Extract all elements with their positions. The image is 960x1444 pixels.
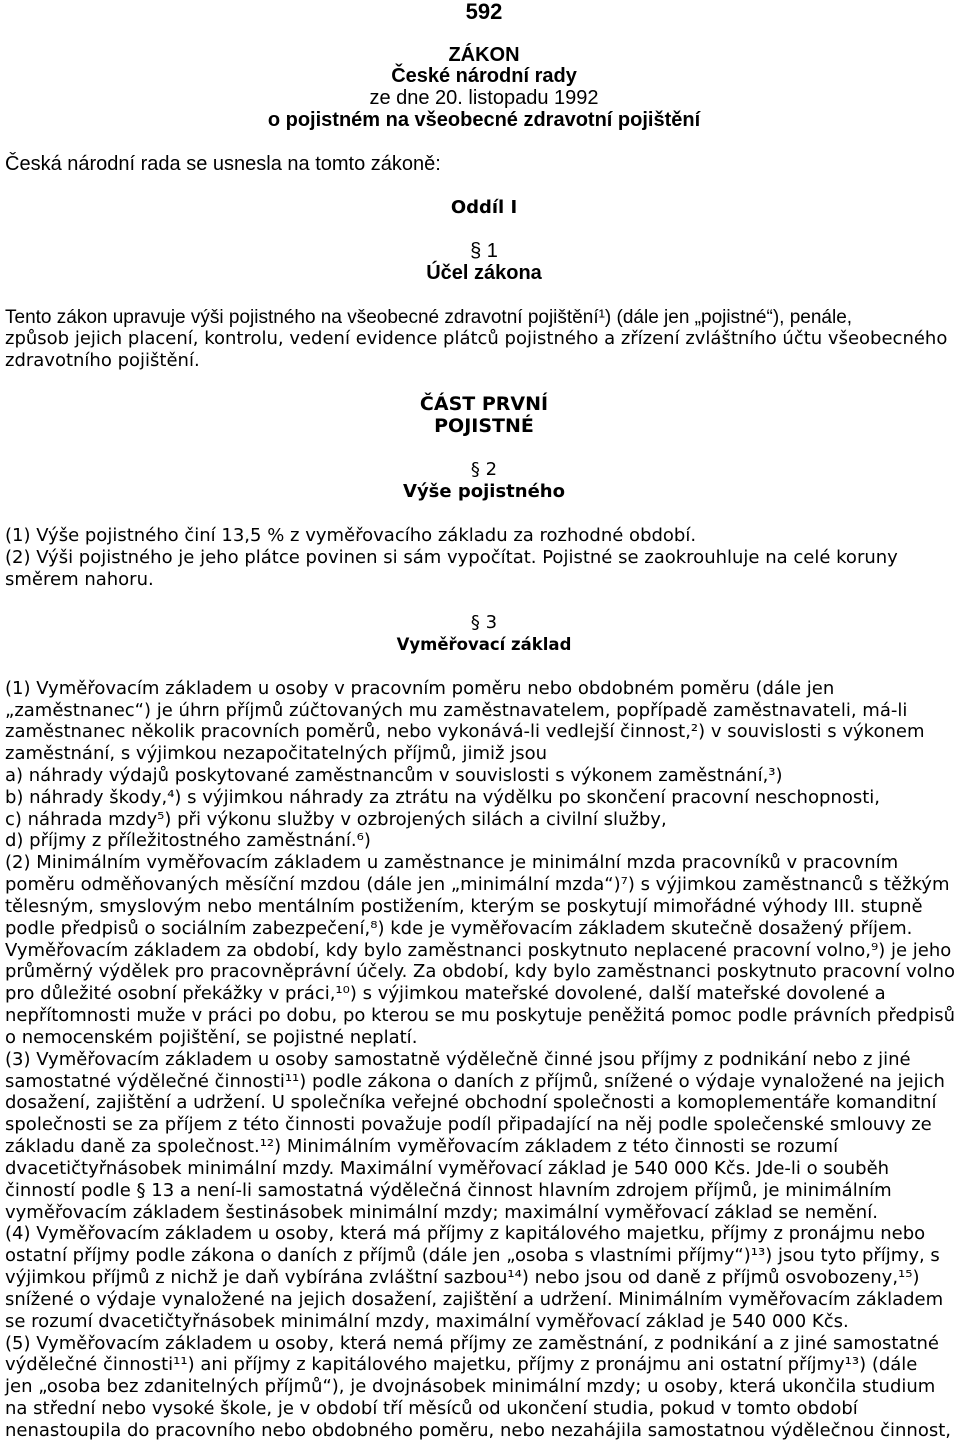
paragraph [0, 525, 960, 547]
text-line: způsob jejich placení, kontrolu, vedení evidence plátců pojistného a zřízení zvláštního účtu všeobecného [5, 328, 948, 350]
section-mark: § 3 [470, 612, 498, 634]
text-line: (1) Výše pojistného činí 13,5 % z vyměřovacího základu za rozhodné období. [5, 524, 697, 546]
part-label: ČÁST PRVNÍ [419, 392, 549, 415]
paragraph [0, 1223, 960, 1332]
text-line: samostatné výdělečné činnosti¹¹) podle zákona o daních z příjmů, snížené o výdaje vynaložené na jejich [5, 1070, 945, 1092]
text-line: poměru odměňovaných měsíční mzdou (dále jen „minimální mzda“)⁷) s výjimkou zaměstnanců s těžkým [5, 874, 950, 896]
text-line: výdělečné činnosti¹¹) ani příjmy z kapitálového majetku, příjmy z pronájmu ani ostatní příjmy¹³) (dále [5, 1354, 918, 1376]
text-line: snížené o výdaje vynaložené na jejich dosažení, zajištění a udržení. Minimálním vyměřovacím základem [5, 1288, 944, 1310]
text-line: základu daně za společnost.¹²) Minimálním vyměřovacím základem z této činnosti se rozumí [5, 1136, 839, 1158]
text-line: podle předpisů o sociálním zabezpečení,⁸) kde je vyměřovacím základem skutečně dosažený příjem. [5, 917, 913, 939]
preamble: Česká národní rada se usnesla na tomto zákoně: [5, 152, 441, 175]
text-line: Vyměřovacím základem za období, kdy bylo zaměstnanci poskytnuto neplacené pracovní volno,⁹) je jeho [5, 939, 952, 961]
text-line: „zaměstnanec“) je úhrn příjmů zúčtovaných mu zaměstnavatelem, popřípadě zaměstnavateli, má-li [5, 699, 908, 721]
division-heading: Oddíl I [450, 197, 518, 219]
text-line: (3) Vyměřovacím základem u osoby samostatně výdělečně činné jsou příjmy z podnikání nebo z jiné [5, 1048, 911, 1070]
text-line: výjimkou příjmů z nichž je daň vybírána zvláštní sazbou¹⁴) nebo jsou od daně z příjmů osvobozeny,¹⁵) [5, 1267, 920, 1289]
text-line: směrem nahoru. [5, 568, 154, 590]
text-line: dosažení, zajištění a udržení. U společníka veřejné obchodní společnosti a komoplementáře komanditní [5, 1092, 937, 1114]
section-title: Vyměřovací základ [396, 635, 572, 655]
act-date: ze dne 20. listopadu 1992 [369, 87, 599, 110]
paragraph [0, 852, 960, 1048]
paragraph [0, 1333, 960, 1442]
text-line: zaměstnanec několik pracovních poměrů, nebo vykonává-li vedlejší činnost,²) v souvislosti s výkonem [5, 721, 925, 743]
text-line: zdravotního pojištění. [5, 350, 200, 372]
text-line: (2) Výši pojistného je jeho plátce povinen si sám vypočítat. Pojistné se zaokrouhluje na celé koruny [5, 546, 898, 568]
text-line: průměrný výdělek pro pracovněprávní účely. Za období, kdy bylo zaměstnanci poskytnuto pracovní volno [5, 961, 955, 983]
act-title: o pojistném na všeobecné zdravotní pojištění [267, 109, 701, 132]
text-line: zaměstnání, s výjimkou nezapočitatelných příjmů, jimiž jsou [5, 743, 548, 765]
text-line: na střední nebo vysoké škole, je v období tří měsíců od ukončení studia, pokud v tomto období [5, 1398, 858, 1419]
section-mark: § 2 [470, 459, 498, 481]
text-line: dvacetičtyřnásobek minimální mzdy. Maximální vyměřovací základ je 540 000 Kčs. Jde-li o souběh [5, 1157, 890, 1179]
paragraph [0, 1049, 960, 1224]
text-line: (4) Vyměřovacím základem u osoby, která má příjmy z kapitálového majetku, příjmy z pronájmu nebo [5, 1223, 926, 1245]
act-issuer: České národní rady [391, 65, 577, 88]
text-line: pro důležité osobní překážky v práci,¹⁰) s výjimkou mateřské dovolené, další mateřské dovolené a [5, 983, 886, 1005]
list-item: c) náhrada mzdy⁵) při výkonu služby v ozbrojených silách a civilní služby, [5, 808, 667, 830]
list-item: b) náhrady škody,⁴) s výjimkou náhrady za ztrátu na výdělku po skončení pracovní neschopnosti, [5, 786, 880, 808]
text-line: vyměřovacím základem šestinásobek minimální mzdy; maximální vyměřovací základ se nemění. [5, 1201, 878, 1223]
text-line: společnosti se za příjem z této činnosti považuje podíl připadající na něj podle společenské smlouvy ze [5, 1114, 932, 1136]
text-line: se rozumí dvacetičtyřnásobek minimální mzdy, maximální vyměřovací základ je 540 000 Kčs. [5, 1310, 849, 1332]
part-title: POJISTNÉ [434, 414, 534, 437]
list-item: d) příjmy z příležitostného zaměstnání.⁶) [5, 830, 371, 852]
paragraph [0, 547, 960, 591]
page-number: 592 [465, 0, 503, 24]
text-line: jen „osoba bez zdanitelných příjmů“), je dvojnásobek minimální mzdy; u osoby, která ukončila studium [5, 1376, 936, 1398]
text-line: (5) Vyměřovacím základem u osoby, která nemá příjmy ze zaměstnání, z podnikání a z jiné samostatné [5, 1332, 939, 1354]
text-line: Tento zákon upravuje výši pojistného na všeobecné zdravotní pojištění¹) (dále jen „pojistné“), penále, [5, 306, 853, 328]
text-line: nenastoupila do pracovního nebo obdobného poměru, nebo nezahájila samostatnou výdělečnou činnost, [5, 1419, 951, 1441]
text-line: (2) Minimálním vyměřovacím základem u zaměstnance je minimální mzda pracovníků v pracovním [5, 852, 899, 874]
text-line: (1) Vyměřovacím základem u osoby v pracovním poměru nebo obdobném poměru (dále jen [5, 677, 835, 699]
paragraph [0, 678, 960, 765]
list [0, 765, 960, 852]
act-type: ZÁKON [448, 43, 520, 66]
section-title: Výše pojistného [403, 481, 565, 503]
list-item: a) náhrady výdajů poskytované zaměstnancům v souvislosti s výkonem zaměstnání,³) [5, 764, 783, 786]
text-line: ostatní příjmy podle zákona o daních z příjmů (dále jen „osoba s vlastními příjmy“)¹³) jsou tyto příjmy, s [5, 1245, 940, 1267]
paragraph [0, 307, 960, 372]
text-line: tělesným, smyslovým nebo mentálním postižením, kterým se poskytují mimořádné výhody III. stupně [5, 895, 923, 917]
section-mark: § 1 [470, 240, 498, 263]
text-line: činností podle § 13 a není-li samostatná výdělečná činnost hlavním zdrojem příjmů, je minimálním [5, 1179, 892, 1201]
text-line: nepřítomnosti muže v práci po dobu, po kterou se mu poskytuje peněžitá pomoc podle právních předpisů [5, 1005, 955, 1027]
section-title: Účel zákona [426, 261, 542, 284]
text-line: o nemocenském pojištění, se pojistné neplatí. [5, 1026, 418, 1048]
